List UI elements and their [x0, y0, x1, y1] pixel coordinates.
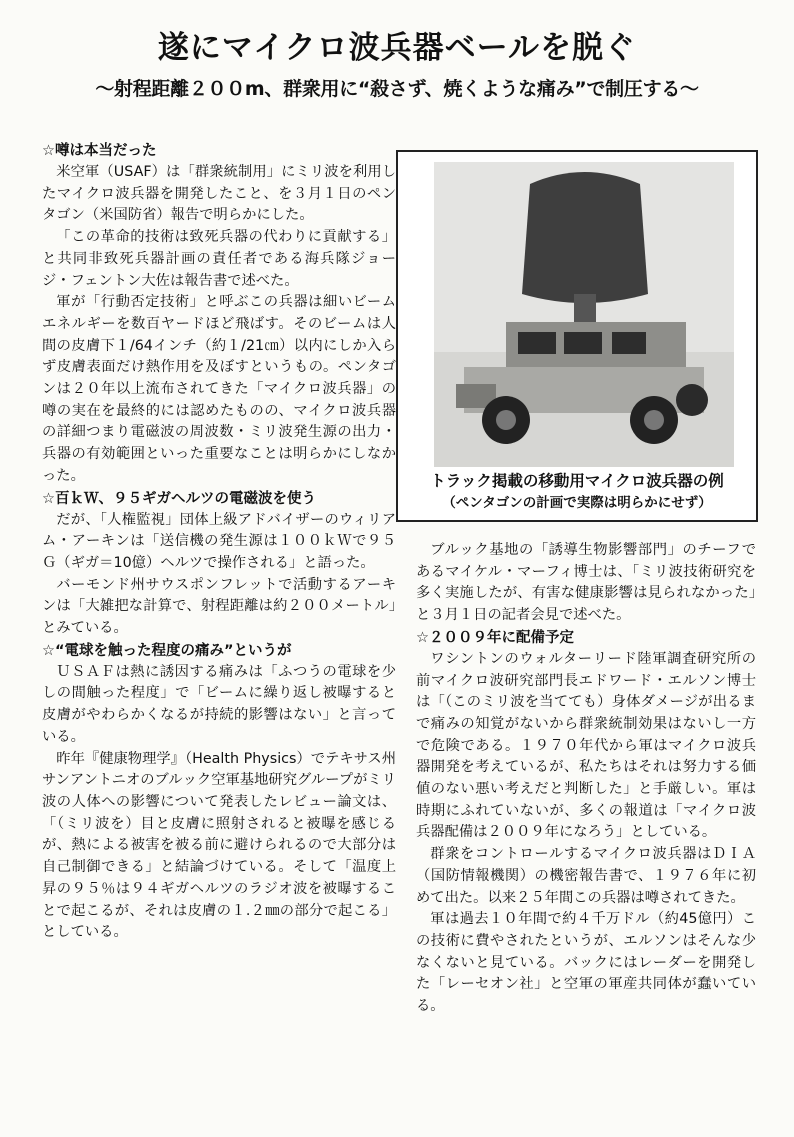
paragraph: 昨年『健康物理学』（Health Physics）でテキサス州サンアントニオのブルック空軍基地研究グループがミリ波の人体への影響について発表したレビュー論文は、「（ミリ波を）目と皮膚に照射されると被曝を感じるが、熱による被害を被る前に避けられるので大部分は自己制御できる」と結論づけている。そして「温度上昇の９５％は９４ギガヘルツのラジオ波を被曝することで起こるが、それは皮膚の１.２㎜の部分で起こる」としている。: [42, 750, 396, 941]
section-heading-rumor: ☆噂は本当だった: [42, 143, 157, 159]
paragraph: ブルック基地の「誘導生物影響部門」のチーフであるマイケル・マーフィ博士は、「ミリ波技術研究を多く実施したが、有害な健康影響は見られなかった」と３月１日の記者会見で述べた。: [416, 542, 756, 624]
photo-figure: [396, 150, 758, 522]
section-heading-100kw: ☆百ｋＷ、９５ギガヘルツの電磁波を使う: [42, 490, 316, 507]
section-heading-pain: ☆“電球を触った程度の痛み”というが: [42, 642, 292, 659]
paragraph: ＵＳＡＦは熱に誘因する痛みは「ふつうの電球を少しの間触った程度」で「ビームに繰り返し被曝すると皮膚がやわらかくなるが持続的影響はない」と言っている。: [42, 663, 396, 745]
paragraph: 軍が「行動否定技術」と呼ぶこの兵器は細いビームエネルギーを数百ヤードほど飛ばす。そのビームは人間の皮膚下１/64インチ（約１/21㎝）以内にしか入らず皮膚表面だけ熱作用を及ぼすというもの。ペンタゴンは２０年以上流布されてきた「マイクロ波兵器」の噂の実在を最終的には認めたものの、マイクロ波兵器の詳細つまり電磁波の周波数・ミリ波発生源の出力・兵器の有効範囲といった重要なことは明らかにしなかった。: [42, 294, 396, 484]
left-column: [42, 140, 396, 944]
paragraph: 群衆をコントロールするマイクロ波兵器はＤＩＡ（国防情報機関）の機密報告書で、１９７６年に初めて出た。以来２５年間この兵器は噂されてきた。: [416, 846, 756, 906]
paragraph: 軍は過去１０年間で約４千万ドル（約45億円）この技術に費やされたというが、エルソンはそんな少なくないと見ている。バックにはレーダーを開発した「レーセオン社」と空軍の軍産共同体が蠢いている。: [416, 911, 756, 1015]
paragraph: 「この革命的技術は致死兵器の代わりに貢献する」と共同非致死兵器計画の責任者である海兵隊ジョージ・フェントン大佐は報告書で述べた。: [42, 229, 396, 289]
headline-title: 遂にマイクロ波兵器ベールを脱ぐ: [157, 30, 637, 66]
section-heading-2009: ☆２００９年に配備予定: [416, 629, 574, 646]
headline-subtitle: ～射程距離２００m、群衆用に“殺さず、焼くような痛み”で制圧する～: [95, 78, 699, 100]
paragraph: 米空軍（USAF）は「群衆統制用」にミリ波を利用したマイクロ波兵器を開発したこと、を３月１日のペンタゴン（米国防省）報告で明らかにした。: [42, 164, 396, 224]
paragraph: ワシントンのウォルターリード陸軍調査研究所の前マイクロ波研究部門長エドワード・エルソン博士は「（このミリ波を当てても）身体ダメージが出るまで痛みの知覚がないから群衆統制効果はないし一方で危険である。１９７０年代から軍はマイクロ波兵器開発を考えているが、私たちはそれは努力する価値のない悪い考えだと判断した」と手厳しい。軍は時期にふれていないが、多くの報道は「マイクロ波兵器配備は２００９年になろう」としている。: [416, 650, 756, 841]
paragraph: バーモンド州サウスポンフレットで活動するアーキンは「大雑把な計算で、射程距離は約２００メートル」とみている。: [42, 576, 396, 637]
paragraph: だが、「人権監視」団体上級アドバイザーのウィリアム・アーキンは「送信機の発生源は１００ｋＷで９５Ｇ（ギガ＝10億）ヘルツで操作される」と語った。: [42, 511, 396, 571]
truck-photo: [434, 162, 734, 467]
photo-caption: トラック掲載の移動用マイクロ波兵器の例: [430, 472, 724, 490]
right-column: [416, 540, 756, 1018]
photo-subcaption: （ペンタゴンの計画で実際は明らかにせず）: [442, 495, 712, 511]
